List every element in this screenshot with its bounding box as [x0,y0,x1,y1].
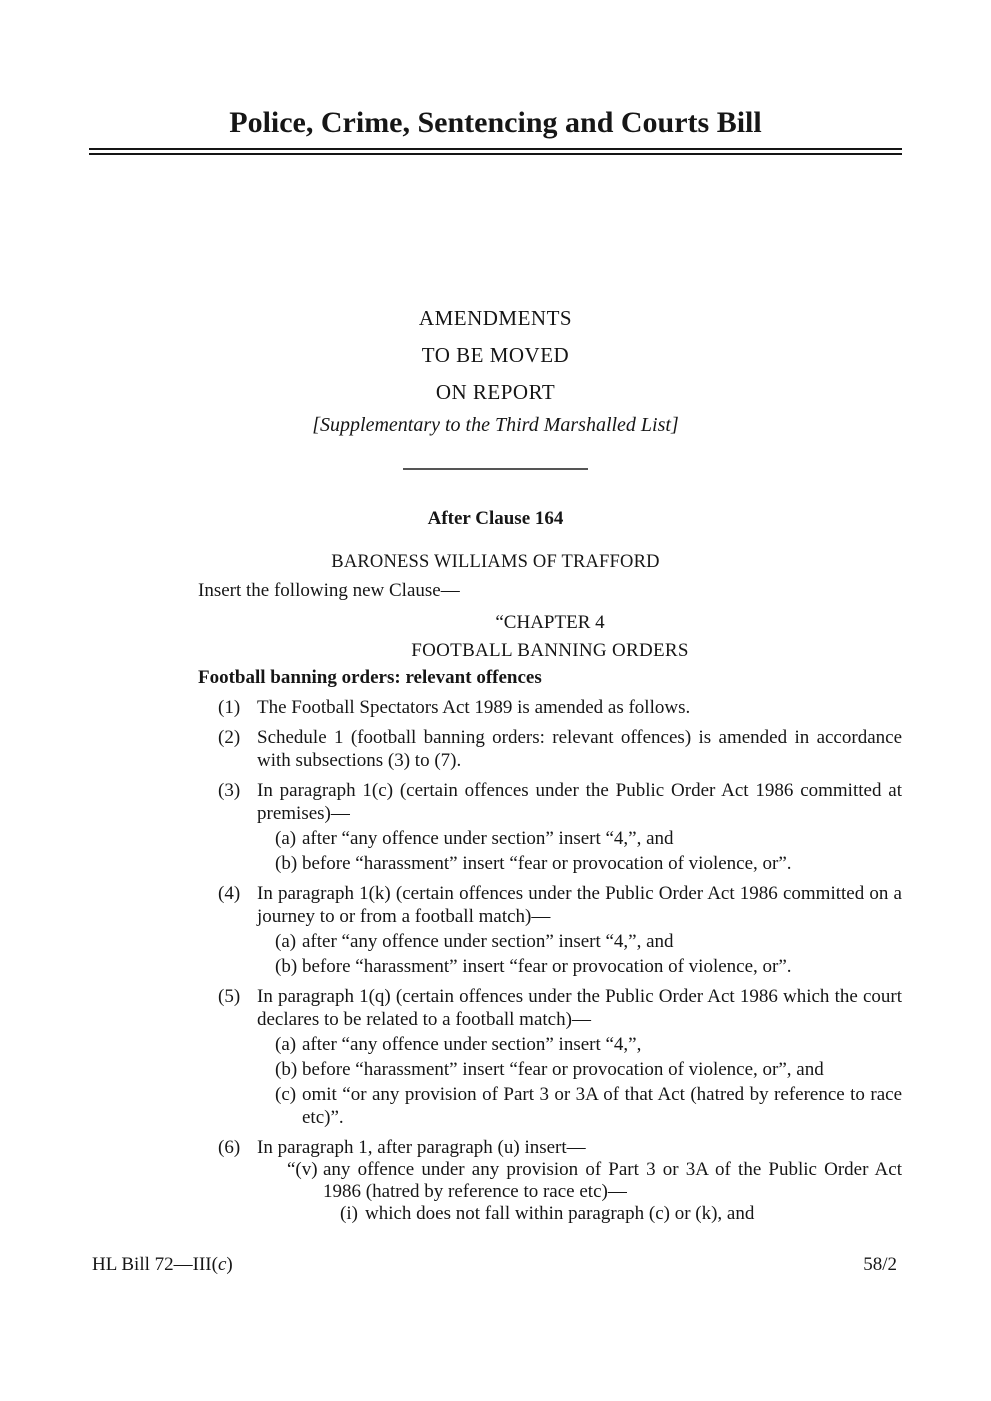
subsection-list [198,696,902,1225]
mover-name: BARONESS WILLIAMS OF TRAFFORD [331,552,660,572]
paragraph-text: after “any offence under section” insert “4,”, [302,1034,642,1055]
paragraph-number: (c) [275,1084,297,1105]
paragraph-a [257,930,902,953]
paragraph-text: before “harassment” insert “fear or provocation of violence, or”. [302,853,792,874]
paragraph-text: after “any offence under section” insert “4,”, and [302,828,674,849]
bill-title: Police, Crime, Sentencing and Courts Bill [229,106,762,139]
paragraph-a [257,827,902,850]
paragraph-text: after “any offence under section” insert “4,”, and [302,931,674,952]
subsection-number: (1) [218,697,241,718]
subsection-number: (3) [218,780,241,801]
inserted-paragraph-v [257,1159,902,1225]
subsection-text: In paragraph 1, after paragraph (u) insert— [257,1137,586,1158]
amendments-heading: AMENDMENTS [418,306,573,330]
amendment-reference: 58/2 [863,1254,897,1275]
bill-reference: HL Bill 72—III(c) [92,1254,233,1275]
supplementary-note: [Supplementary to the Third Marshalled List] [312,414,679,436]
subsection-number: (5) [218,986,241,1007]
subparagraph-text: which does not fall within paragraph (c) or (k), and [365,1203,755,1224]
subparagraph-i [323,1203,902,1225]
paragraph-a [257,1033,902,1056]
subsection-text: In paragraph 1(c) (certain offences under the Public Order Act 1986 committed at premises)— [257,780,902,824]
paragraph-text: before “harassment” insert “fear or provocation of violence, or”. [302,956,792,977]
subsection-2 [198,726,902,772]
subsection-3 [198,779,902,875]
on-report-heading: ON REPORT [435,380,556,404]
subsection-5 [198,985,902,1129]
subsection-number: (4) [218,883,241,904]
chapter-number: “CHAPTER 4 [495,612,605,633]
paragraph-number: (a) [275,931,297,952]
paragraph-c [257,1083,902,1129]
paragraph-text: omit “or any provision of Part 3 or 3A of that Act (hatred by reference to race etc)”. [302,1084,902,1128]
subsection-6 [198,1136,902,1225]
bill-reference-letter: c [217,1254,227,1275]
paragraph-text: before “harassment” insert “fear or provocation of violence, or”, and [302,1059,824,1080]
subsection-text: Schedule 1 (football banning orders: relevant offences) is amended in accordance with subsections (3) to (7). [257,727,902,771]
subsection-text: In paragraph 1(k) (certain offences under the Public Order Act 1986 committed on a journey to or from a football match)— [257,883,902,927]
amendment-body [89,505,902,1225]
paragraph-number: (b) [275,956,298,977]
subsection-text: The Football Spectators Act 1989 is amended as follows. [257,697,691,718]
subparagraph-number: (i) [340,1203,358,1224]
title-double-rule [89,148,902,155]
paragraph-b [257,955,902,978]
subsection-text: In paragraph 1(q) (certain offences under the Public Order Act 1986 which the court declares to be related to a football match)— [257,986,902,1030]
separator-rule [403,468,588,470]
insert-instruction: Insert the following new Clause— [198,580,460,601]
subsection-number: (6) [218,1137,241,1158]
paragraph-number: (b) [275,853,298,874]
page-footer [92,1252,897,1278]
paragraph-number: “(v) [287,1159,318,1180]
subsection-number: (2) [218,727,241,748]
paragraph-b [257,1058,902,1081]
subsection-1 [198,696,902,719]
paragraph-number: (a) [275,828,297,849]
to-be-moved-heading: TO BE MOVED [421,343,570,367]
paragraph-number: (a) [275,1034,297,1055]
paragraph-b [257,852,902,875]
chapter-title: FOOTBALL BANNING ORDERS [411,640,689,661]
front-matter [0,304,991,470]
clause-title: Football banning orders: relevant offences [198,667,542,688]
after-clause-heading: After Clause 164 [427,508,564,529]
subsection-4 [198,882,902,978]
paragraph-number: (b) [275,1059,298,1080]
paragraph-text: any offence under any provision of Part 3 or 3A of the Public Order Act 1986 (hatred by reference to race etc)— [323,1159,902,1202]
